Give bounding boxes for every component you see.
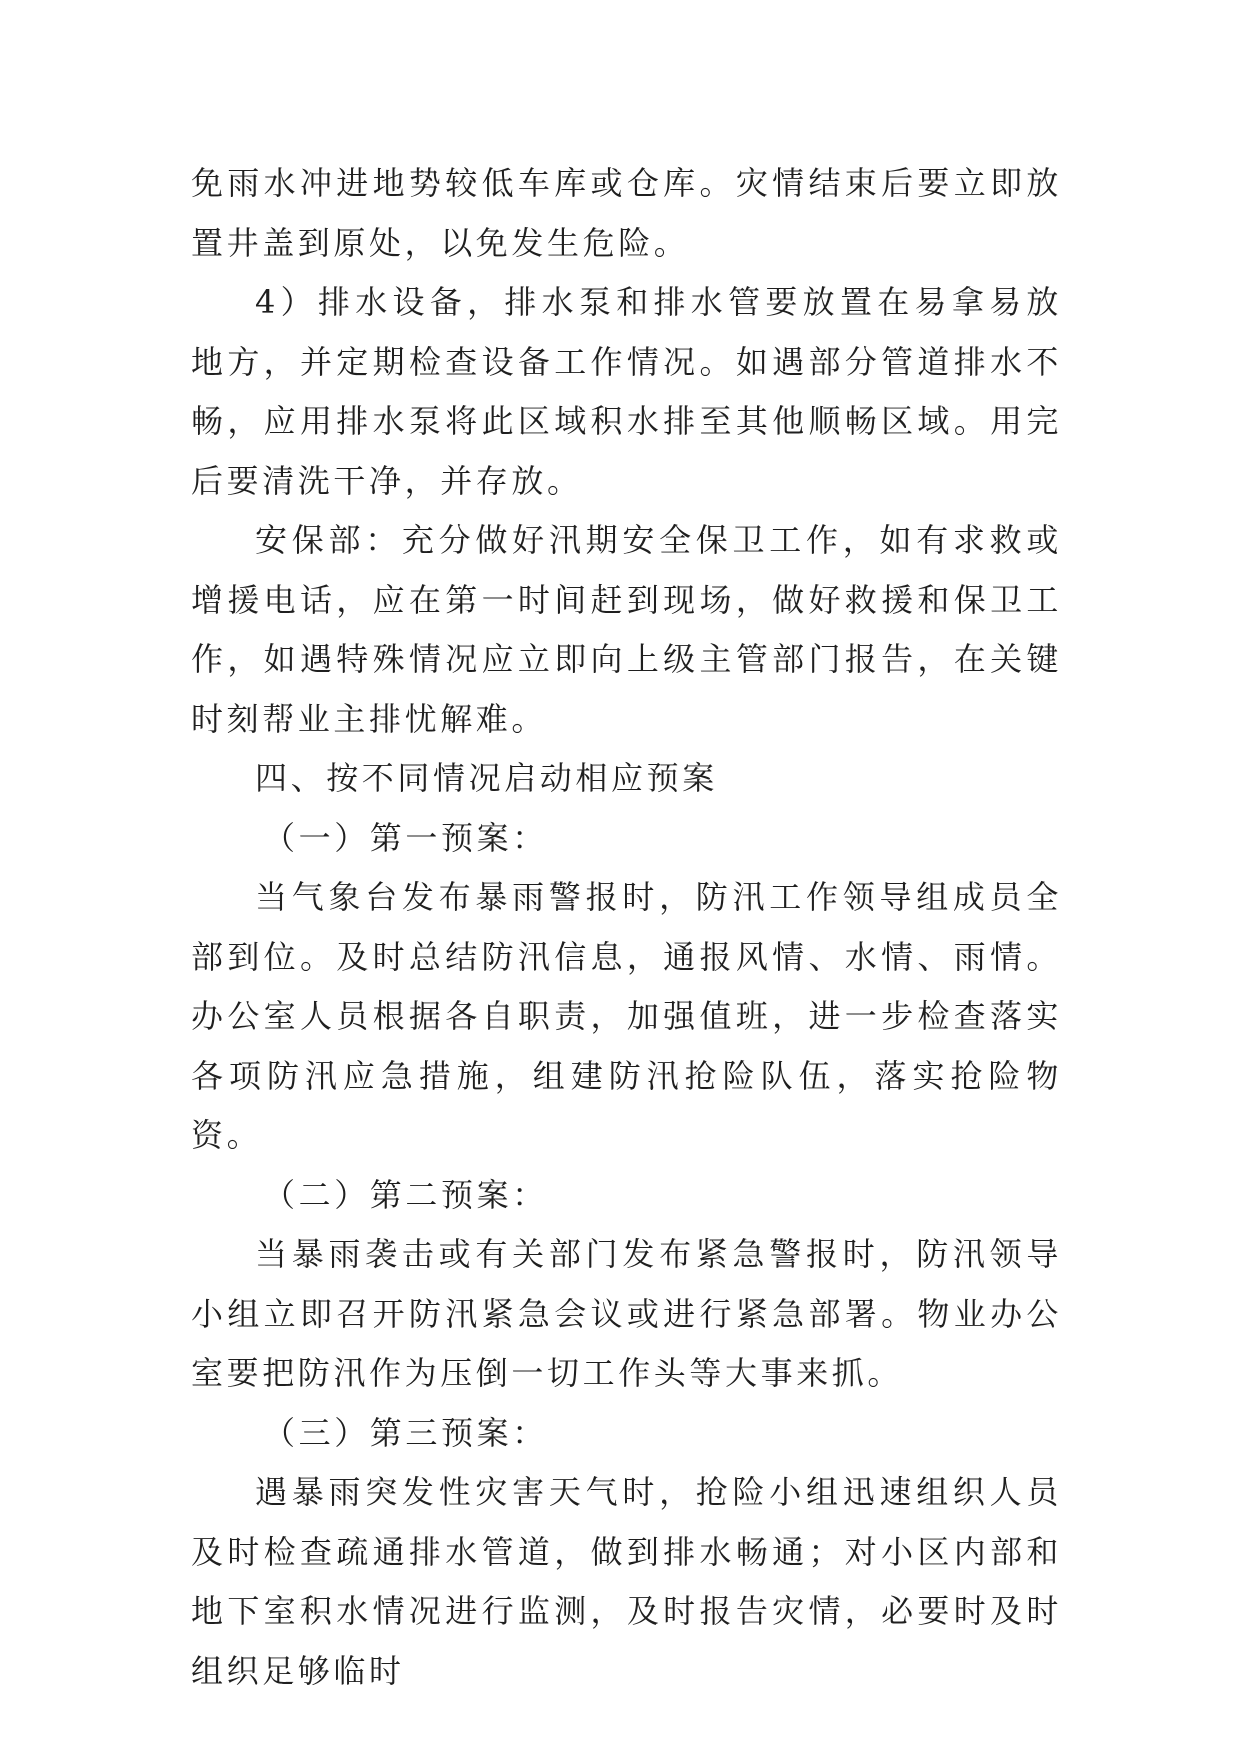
- paragraph-drainage-equipment: 4）排水设备，排水泵和排水管要放置在易拿易放地方，并定期检查设备工作情况。如遇部分管道排水不畅，应用排水泵将此区域积水排至其他顺畅区域。用完后要清洗干净，并存放。: [191, 283, 1062, 500]
- section-heading-plans: 四、按不同情况启动相应预案: [255, 759, 718, 797]
- paragraph-third-plan: 遇暴雨突发性灾害天气时，抢险小组迅速组织人员及时检查疏通排水管道，做到排水畅通；对小区内部和地下室积水情况进行监测，及时报告灾情，必要时及时组织足够临时: [191, 1473, 1062, 1690]
- paragraph-continuation: 免雨水冲进地势较低车库或仓库。灾情结束后要立即放置井盖到原处，以免发生危险。: [191, 164, 1062, 262]
- subheading-second-plan: （二）第二预案：: [263, 1175, 548, 1214]
- paragraph-second-plan: 当暴雨袭击或有关部门发布紧急警报时，防汛领导小组立即召开防汛紧急会议或进行紧急部署。物业办公室要把防汛作为压倒一切工作头等大事来抓。: [191, 1235, 1062, 1392]
- subheading-first-plan: （一）第一预案：: [263, 818, 548, 857]
- paragraph-security-department: 安保部：充分做好汛期安全保卫工作，如有求救或增援电话，应在第一时间赶到现场，做好救援和保卫工作，如遇特殊情况应立即向上级主管部门报告，在关键时刻帮业主排忧解难。: [191, 521, 1062, 738]
- document-body: [191, 154, 1062, 1701]
- subheading-third-plan: （三）第三预案：: [263, 1413, 548, 1452]
- paragraph-first-plan: 当气象台发布暴雨警报时，防汛工作领导组成员全部到位。及时总结防汛信息，通报风情、水情、雨情。办公室人员根据各自职责，加强值班，进一步检查落实各项防汛应急措施，组建防汛抢险队伍，落实抢险物资。: [191, 878, 1062, 1154]
